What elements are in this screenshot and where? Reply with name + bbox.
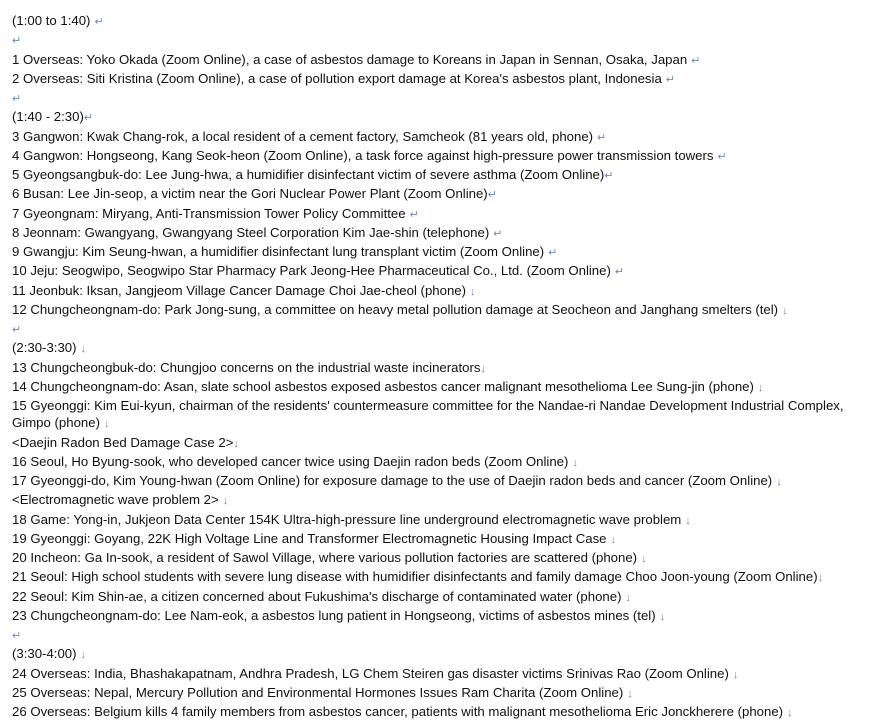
document-line (12, 70, 864, 89)
line-break-mark-icon: ↓ (659, 610, 666, 623)
paragraph-mark-icon: ↵ (548, 247, 558, 259)
paragraph-mark-icon: ↵ (12, 630, 22, 642)
line-break-mark-icon: ↓ (782, 304, 788, 317)
line-break-mark-icon: ↓ (103, 418, 110, 431)
paragraph-mark-icon: ↵ (614, 266, 625, 279)
document-line (12, 166, 864, 185)
paragraph-mark-icon: ↵ (717, 150, 727, 163)
line-text: 12 Chungcheongnam-do: Park Jong-sung, a committee on heavy metal pollution damage at Seocheon and Janghang smelters (tel) (12, 301, 779, 317)
line-text: 3 Gangwon: Kwak Chang-rok, a local resident of a cement factory, Samcheok (81 years old, phone) (12, 128, 594, 144)
line-break-mark-icon: ↓ (776, 476, 782, 488)
document-line (12, 243, 864, 262)
line-text: (2:30-3:30) (12, 340, 77, 356)
document-line (12, 453, 864, 472)
line-break-mark-icon: ↓ (685, 514, 691, 527)
document-line (12, 339, 864, 358)
line-text: 1 Overseas: Yoko Okada (Zoom Online), a case of asbestos damage to Koreans in Japan in Sennan, Osaka, Japan (12, 51, 688, 67)
line-text: 15 Gyeonggi: Kim Eui-kyun, chairman of the residents' countermeasure committee for the Nandae-ri Nandae Development Industrial Complex, Gimpo (phone) (12, 398, 844, 431)
line-text: 2 Overseas: Siti Kristina (Zoom Online), a case of pollution export damage at Korea's asbestos plant, Indonesia (12, 70, 662, 86)
empty-paragraph (12, 31, 864, 50)
document-line (12, 51, 864, 70)
line-text: 6 Busan: Lee Jin-seop, a victim near the Gori Nuclear Power Plant (Zoom Online) (12, 186, 488, 202)
paragraph-mark-icon: ↵ (604, 170, 614, 182)
document-line (12, 703, 864, 722)
document-line (12, 224, 864, 243)
document-line (12, 530, 864, 549)
document-line (12, 397, 864, 434)
document-line (12, 511, 864, 530)
document-line (12, 588, 864, 607)
document-line (12, 12, 864, 31)
paragraph-mark-icon: ↵ (487, 189, 497, 202)
document-line (12, 128, 864, 147)
empty-paragraph (12, 320, 864, 339)
line-text: 7 Gyeongnam: Miryang, Anti-Transmission Tower Policy Committee (12, 205, 406, 221)
paragraph-mark-icon: ↵ (665, 73, 675, 86)
line-break-mark-icon: ↓ (572, 456, 578, 469)
line-break-mark-icon: ↓ (610, 533, 617, 546)
document-line (12, 568, 864, 587)
line-text: 9 Gwangju: Kim Seung-hwan, a humidifier disinfectant lung transplant victim (Zoom Online) (12, 244, 545, 259)
document-line (12, 684, 864, 703)
line-text: 11 Jeonbuk: Iksan, Jangjeom Village Cancer Damage Choi Jae-cheol (phone) (12, 282, 467, 298)
line-text: 16 Seoul, Ho Byung-sook, who developed cancer twice using Daejin radon beds (Zoom Online) (12, 453, 569, 469)
line-text: (1:40 - 2:30) (12, 109, 84, 125)
paragraph-mark-icon: ↵ (409, 208, 419, 221)
line-text: 22 Seoul: Kim Shin-ae, a citizen concerned about Fukushima's discharge of contaminated water (phone) (12, 588, 622, 604)
line-break-mark-icon: ↓ (641, 553, 647, 565)
paragraph-mark-icon: ↵ (493, 227, 503, 240)
document-line (12, 359, 864, 378)
line-break-mark-icon: ↓ (817, 572, 824, 585)
document-line (12, 549, 864, 568)
document-line (12, 665, 864, 684)
document-line (12, 301, 864, 320)
line-break-mark-icon: ↓ (625, 591, 631, 604)
line-text: 18 Game: Yong-in, Jukjeon Data Center 154K Ultra-high-pressure line underground electromagnetic wave problem (12, 511, 682, 527)
line-text: 24 Overseas: India, Bhashakapatnam, Andhra Pradesh, LG Chem Steiren gas disaster victims Srinivas Rao (Zoom Online) (12, 665, 729, 681)
line-text: <Electromagnetic wave problem 2> (12, 492, 219, 508)
paragraph-mark-icon: ↵ (94, 16, 104, 28)
document-body (12, 12, 864, 722)
line-text: 20 Incheon: Ga In-sook, a resident of Sawol Village, where various pollution factories are scattered (phone) (12, 550, 638, 565)
line-text: 13 Chungcheongbuk-do: Chungjoo concerns on the industrial waste incinerators (12, 359, 481, 375)
line-text: 25 Overseas: Nepal, Mercury Pollution and Environmental Hormones Issues Ram Charita (Zoom Online) (12, 684, 624, 700)
empty-paragraph (12, 626, 864, 645)
line-break-mark-icon: ↓ (470, 285, 476, 298)
line-text: 5 Gyeongsangbuk-do: Lee Jung-hwa, a humidifier disinfectant victim of severe asthma (Zoom Online) (12, 167, 605, 182)
document-line (12, 147, 864, 166)
line-text: <Daejin Radon Bed Damage Case 2> (12, 434, 234, 450)
line-text: 17 Gyeonggi-do, Kim Young-hwan (Zoom Online) for exposure damage to the use of Daejin radon beds and cancer (Zoom Online) (12, 473, 773, 488)
line-text: 14 Chungcheongnam-do: Asan, slate school asbestos exposed asbestos cancer malignant mesothelioma Lee Sung-jin (phone) (12, 378, 754, 394)
document-line (12, 607, 864, 626)
line-text: 26 Overseas: Belgium kills 4 family members from asbestos cancer, patients with malignant mesothelioma Eric Jonckherere (phone) (12, 704, 784, 719)
paragraph-mark-icon: ↵ (12, 324, 22, 336)
document-line (12, 434, 864, 453)
line-break-mark-icon: ↓ (787, 707, 793, 719)
line-break-mark-icon: ↓ (80, 649, 87, 662)
line-text: 23 Chungcheongnam-do: Lee Nam-eok, a asbestos lung patient in Hongseong, victims of asbestos mines (tel) (12, 607, 656, 623)
line-break-mark-icon: ↓ (627, 687, 633, 700)
line-text: (3:30-4:00) (12, 646, 77, 662)
paragraph-mark-icon: ↵ (597, 131, 607, 144)
document-line (12, 108, 864, 127)
paragraph-mark-icon: ↵ (691, 54, 701, 67)
document-line (12, 205, 864, 224)
document-line (12, 491, 864, 510)
line-break-mark-icon: ↓ (732, 668, 739, 681)
line-text: 8 Jeonnam: Gwangyang, Gwangyang Steel Corporation Kim Jae-shin (telephone) (12, 224, 490, 240)
document-line (12, 472, 864, 491)
line-break-mark-icon: ↓ (757, 381, 764, 394)
line-break-mark-icon: ↓ (222, 495, 229, 508)
document-line (12, 282, 864, 301)
document-line (12, 262, 864, 281)
line-text: 19 Gyeonggi: Goyang, 22K High Voltage Line and Transformer Electromagnetic Housing Impact Case (12, 530, 607, 546)
document-line (12, 378, 864, 397)
line-text: 4 Gangwon: Hongseong, Kang Seok-heon (Zoom Online), a task force against high-pressure power transmission towers (12, 147, 714, 163)
line-break-mark-icon: ↓ (480, 362, 486, 375)
line-text: 10 Jeju: Seogwipo, Seogwipo Star Pharmacy Park Jeong-Hee Pharmaceutical Co., Ltd. (Zoom Online) (12, 263, 611, 279)
paragraph-mark-icon: ↵ (12, 93, 22, 105)
line-text: (1:00 to 1:40) (12, 13, 91, 28)
line-break-mark-icon: ↓ (233, 437, 239, 450)
line-text: 21 Seoul: High school students with severe lung disease with humidifier disinfectants and family damage Choo Joon-young (Zoom Online) (12, 569, 818, 585)
paragraph-mark-icon: ↵ (83, 112, 94, 125)
document-line (12, 185, 864, 204)
paragraph-mark-icon: ↵ (12, 35, 22, 48)
line-break-mark-icon: ↓ (80, 343, 87, 356)
empty-paragraph (12, 89, 864, 108)
document-line (12, 645, 864, 664)
